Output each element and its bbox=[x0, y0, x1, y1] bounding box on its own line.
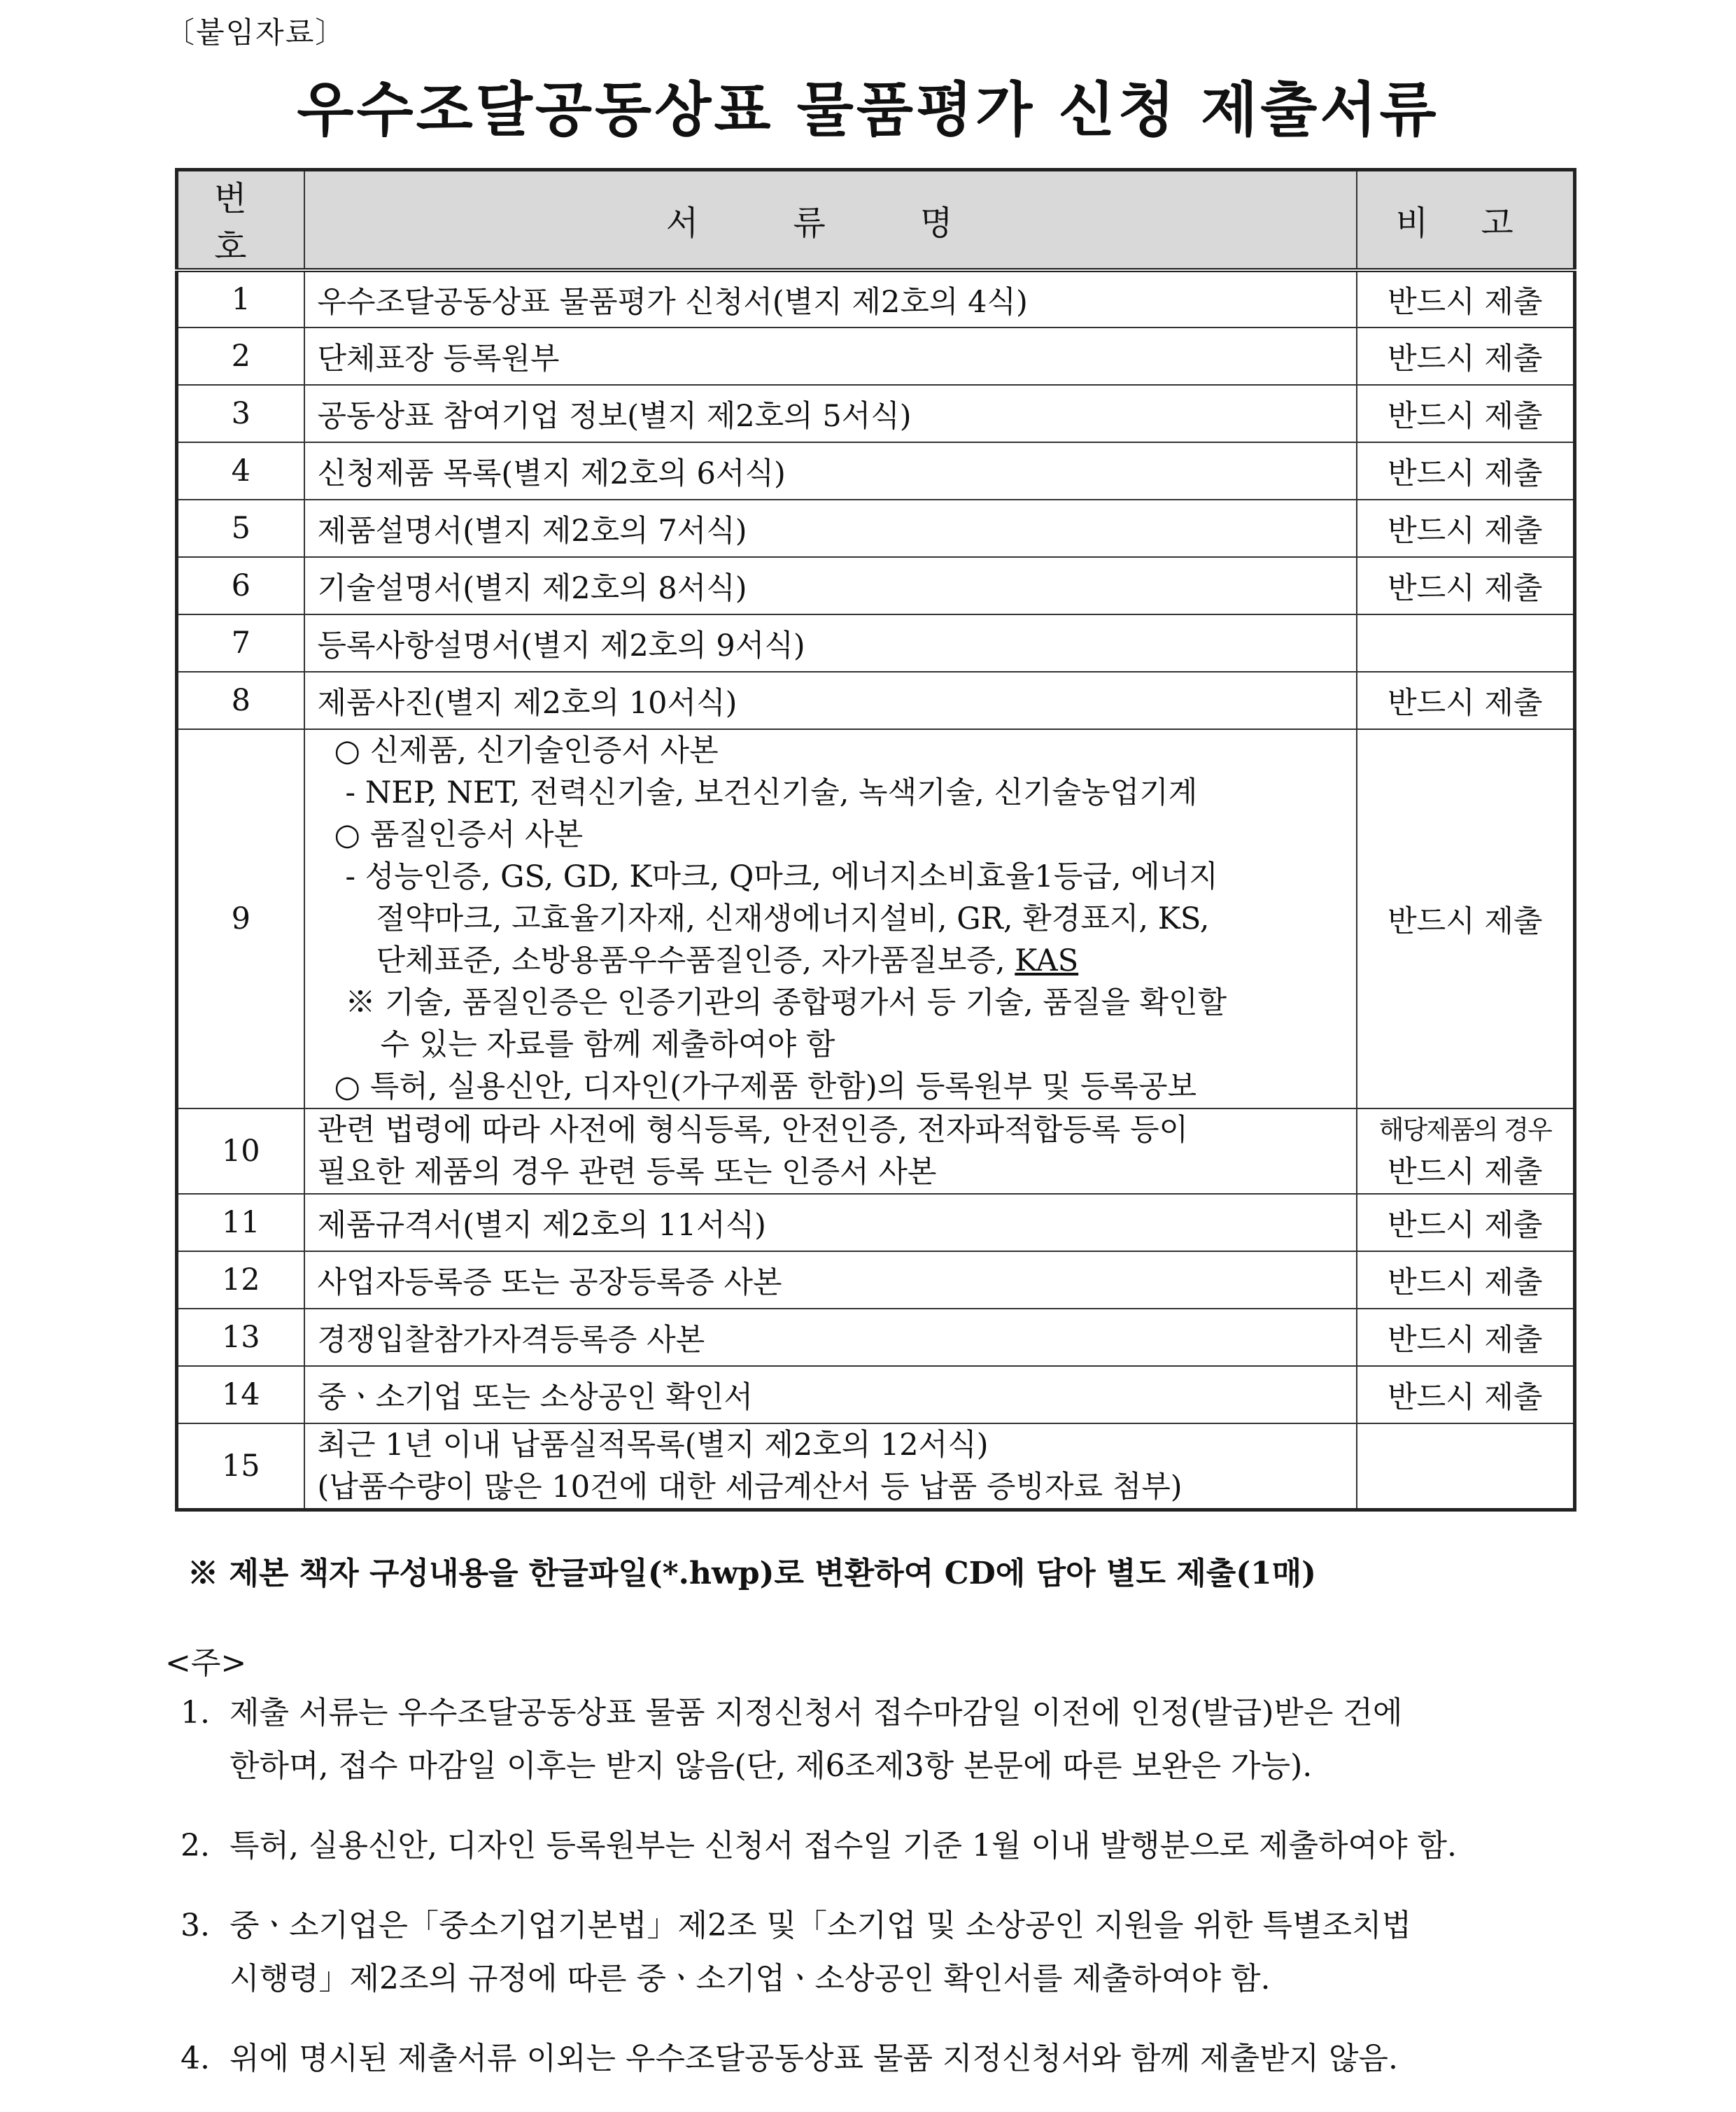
table-row bbox=[177, 1251, 1575, 1309]
document-name: 제품규격서(별지 제2호의 11서식) bbox=[304, 1194, 1357, 1251]
table-row bbox=[177, 1366, 1575, 1423]
document-name bbox=[304, 1423, 1357, 1510]
row-number: 10 bbox=[177, 1108, 304, 1194]
row-number: 8 bbox=[177, 672, 304, 729]
name-line: 최근 1년 이내 납품실적목록(별지 제2호의 12서식) bbox=[317, 1428, 989, 1463]
name-line: 필요한 제품의 경우 관련 등록 또는 인증서 사본 bbox=[317, 1155, 937, 1190]
bullet-line bbox=[318, 940, 1348, 982]
name-line: (납품수량이 많은 10건에 대한 세금계산서 등 납품 증빙자료 첨부) bbox=[317, 1470, 1183, 1505]
documents-table bbox=[175, 168, 1576, 1512]
bullet-line: - NEP, NET, 전력신기술, 보건신기술, 녹색기술, 신기술농업기계 bbox=[345, 775, 1198, 810]
table-row bbox=[177, 385, 1575, 442]
row-number: 6 bbox=[177, 557, 304, 614]
row-number: 1 bbox=[177, 270, 304, 328]
header-note: 비 고 bbox=[1357, 170, 1575, 271]
note-number: 1. bbox=[181, 1695, 210, 1731]
header-num: 번 호 bbox=[177, 170, 304, 271]
table-row bbox=[177, 1194, 1575, 1251]
document-name: 우수조달공동상표 물품평가 신청서(별지 제2호의 4식) bbox=[304, 270, 1357, 328]
note-item bbox=[181, 1899, 1580, 2006]
row-number: 4 bbox=[177, 442, 304, 500]
table-row bbox=[177, 557, 1575, 614]
row-number: 11 bbox=[177, 1194, 304, 1251]
certificate-list bbox=[304, 729, 1357, 1108]
notes-list bbox=[181, 1687, 1580, 2112]
row-number: 7 bbox=[177, 614, 304, 672]
header-name: 서 류 명 bbox=[304, 170, 1357, 271]
row-note bbox=[1357, 1108, 1575, 1194]
row-note: 반드시 제출 bbox=[1357, 1194, 1575, 1251]
row-note: 반드시 제출 bbox=[1357, 270, 1575, 328]
table-row bbox=[177, 1423, 1575, 1510]
row-note: 반드시 제출 bbox=[1357, 442, 1575, 500]
note-text: 제출 서류는 우수조달공동상표 물품 지정신청서 접수마감일 이전에 인정(발급)받은 건에 한하며, 접수 마감일 이후는 받지 않음(단, 제6조제3항 본문에 따른 보완은 가능). bbox=[230, 1695, 1403, 1784]
note-text: 중ㆍ소기업은「중소기업기본법」제2조 및「소기업 및 소상공인 지원을 위한 특별조치법 시행령」제2조의 규정에 따른 중ㆍ소기업ㆍ소상공인 확인서를 제출하여야 함. bbox=[230, 1908, 1412, 1997]
row-note: 반드시 제출 bbox=[1357, 672, 1575, 729]
bullet-line: 수 있는 자료를 함께 제출하여야 함 bbox=[380, 1027, 835, 1062]
table-row bbox=[177, 614, 1575, 672]
table-row bbox=[177, 729, 1575, 1108]
row-note: 반드시 제출 bbox=[1357, 1309, 1575, 1366]
table-row bbox=[177, 500, 1575, 557]
row-note: 반드시 제출 bbox=[1357, 328, 1575, 385]
attachment-label: 〔붙임자료〕 bbox=[165, 15, 346, 50]
note-item bbox=[181, 1819, 1580, 1873]
table-row bbox=[177, 328, 1575, 385]
bullet-line-text: 단체표준, 소방용품우수품질인증, 자가품질보증, bbox=[376, 943, 1005, 978]
row-number: 12 bbox=[177, 1251, 304, 1309]
bullet-line: ※ 기술, 품질인증은 인증기관의 종합평가서 등 기술, 품질을 확인할 bbox=[345, 985, 1227, 1020]
document-name: 신청제품 목록(별지 제2호의 6서식) bbox=[304, 442, 1357, 500]
document-name: 공동상표 참여기업 정보(별지 제2호의 5서식) bbox=[304, 385, 1357, 442]
row-note: 반드시 제출 bbox=[1357, 1251, 1575, 1309]
bullet-line: ○ 품질인증서 사본 bbox=[334, 817, 584, 852]
document-name: 단체표장 등록원부 bbox=[304, 328, 1357, 385]
document-name bbox=[304, 1108, 1357, 1194]
notes-heading: <주> bbox=[165, 1645, 247, 1681]
name-line: 관련 법령에 따라 사전에 형식등록, 안전인증, 전자파적합등록 등이 bbox=[317, 1113, 1189, 1148]
row-number: 5 bbox=[177, 500, 304, 557]
row-number: 15 bbox=[177, 1423, 304, 1510]
note-number: 2. bbox=[181, 1828, 210, 1864]
table-row bbox=[177, 672, 1575, 729]
document-name: 등록사항설명서(별지 제2호의 9서식) bbox=[304, 614, 1357, 672]
table-row bbox=[177, 442, 1575, 500]
row-note: 반드시 제출 bbox=[1357, 729, 1575, 1108]
cd-submission-notice: ※ 제본 책자 구성내용을 한글파일(*.hwp)로 변환하여 CD에 담아 별도 제출(1매) bbox=[188, 1556, 1316, 1591]
table-row bbox=[177, 1108, 1575, 1194]
bullet-line: 절약마크, 고효율기자재, 신재생에너지설비, GR, 환경표지, KS, bbox=[376, 901, 1210, 936]
row-note: 반드시 제출 bbox=[1357, 385, 1575, 442]
row-number: 2 bbox=[177, 328, 304, 385]
bullet-line: - 성능인증, GS, GD, K마크, Q마크, 에너지소비효율1등급, 에너지 bbox=[345, 859, 1218, 894]
document-name: 사업자등록증 또는 공장등록증 사본 bbox=[304, 1251, 1357, 1309]
note-line: 반드시 제출 bbox=[1388, 1155, 1543, 1190]
note-item bbox=[181, 1687, 1580, 1793]
document-name: 중ㆍ소기업 또는 소상공인 확인서 bbox=[304, 1366, 1357, 1423]
bullet-line: ○ 신제품, 신기술인증서 사본 bbox=[334, 733, 719, 768]
bullet-line: ○ 특허, 실용신안, 디자인(가구제품 한함)의 등록원부 및 등록공보 bbox=[334, 1069, 1197, 1104]
row-note: 반드시 제출 bbox=[1357, 500, 1575, 557]
document-name: 제품설명서(별지 제2호의 7서식) bbox=[304, 500, 1357, 557]
note-line: 해당제품의 경우 bbox=[1378, 1115, 1551, 1145]
row-note: 반드시 제출 bbox=[1357, 1366, 1575, 1423]
table-row bbox=[177, 1309, 1575, 1366]
row-number: 13 bbox=[177, 1309, 304, 1366]
document-name: 경쟁입찰참가자격등록증 사본 bbox=[304, 1309, 1357, 1366]
note-number: 4. bbox=[181, 2041, 210, 2076]
note-text: 위에 명시된 제출서류 이외는 우수조달공동상표 물품 지정신청서와 함께 제출받지 않음. bbox=[230, 2041, 1399, 2076]
page-title: 우수조달공동상표 물품평가 신청 제출서류 bbox=[297, 76, 1439, 144]
row-note bbox=[1357, 614, 1575, 672]
note-number: 3. bbox=[181, 1908, 210, 1943]
note-text: 특허, 실용신안, 디자인 등록원부는 신청서 접수일 기준 1월 이내 발행분으로 제출하여야 함. bbox=[230, 1828, 1457, 1864]
row-number: 9 bbox=[177, 729, 304, 1108]
table-row bbox=[177, 270, 1575, 328]
document-name: 기술설명서(별지 제2호의 8서식) bbox=[304, 557, 1357, 614]
row-note bbox=[1357, 1423, 1575, 1510]
row-number: 14 bbox=[177, 1366, 304, 1423]
row-note: 반드시 제출 bbox=[1357, 557, 1575, 614]
row-number: 3 bbox=[177, 385, 304, 442]
kas-underlined: KAS bbox=[1015, 943, 1079, 978]
document-name: 제품사진(별지 제2호의 10서식) bbox=[304, 672, 1357, 729]
